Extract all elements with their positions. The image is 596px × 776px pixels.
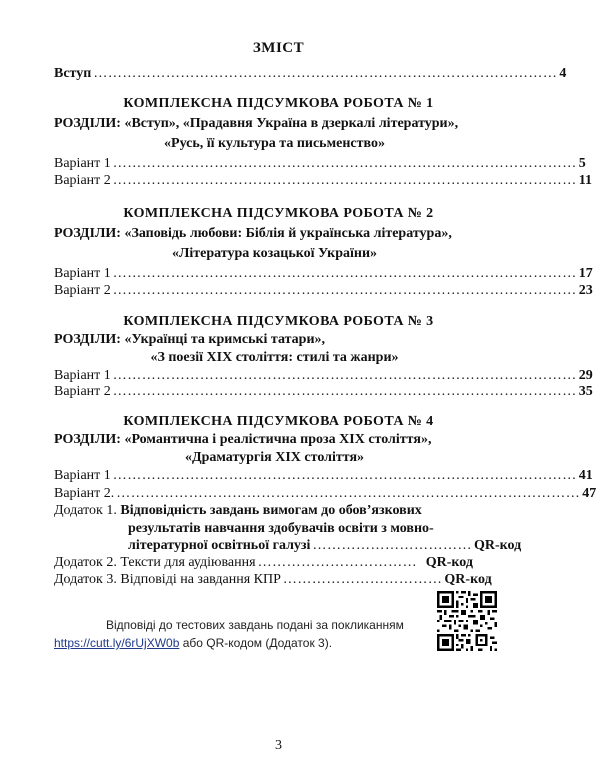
toc-leader-dots: …………………………………………………………………………………… [116, 486, 581, 501]
toc-entry-label: Варіант 2. [54, 486, 115, 501]
toc-page-number: 5 [578, 156, 586, 171]
toc-page-qr: QR-код [444, 572, 492, 587]
appendix-title-line: Відповідність завдань вимогам до обов’язкових [120, 503, 422, 518]
toc-entry-label: Варіант 2 [54, 384, 111, 399]
section-title: КОМПЛЕКСНА ПІДСУМКОВА РОБОТА № 4 [123, 414, 434, 429]
toc-entry-label: Варіант 1 [54, 368, 111, 383]
qr-code-icon[interactable] [437, 591, 497, 651]
toc-entry-variant[interactable] [54, 468, 593, 484]
toc-leader-dots: …………………………………………………………………………………… [112, 283, 577, 298]
toc-leader-dots: …………………………………………………………………………………… [112, 156, 577, 171]
toc-leader-dots: …………………………………………………………………………………… [112, 266, 577, 281]
toc-entry-label: Варіант 1 [54, 156, 111, 171]
section-topics-line: «Русь, її культура та письменство» [164, 136, 385, 151]
toc-entry-label: Додаток 2. Тексти для аудіювання [54, 555, 256, 570]
toc-entry-appendix-3[interactable] [54, 572, 492, 588]
toc-leader-dots: …………………………………………………………………………………… [112, 384, 577, 399]
toc-entry-appendix-2[interactable] [54, 555, 473, 571]
toc-leader-dots: …………………………… [282, 572, 443, 587]
appendix-prefix: Додаток 1. [54, 503, 117, 518]
toc-entry-label: Додаток 3. Відповіді на завдання КПР [54, 572, 281, 587]
section-title: КОМПЛЕКСНА ПІДСУМКОВА РОБОТА № 1 [123, 96, 434, 111]
section-topics-line: РОЗДІЛИ: «Заповідь любови: Біблія й українська література», [54, 226, 452, 241]
toc-entry-variant[interactable] [54, 156, 586, 172]
toc-page-number: 29 [578, 368, 593, 383]
toc-page-qr: QR-код [425, 555, 473, 570]
section-topics-line: «З поезії ХІХ століття: стилі та жанри» [150, 350, 399, 365]
toc-page-number: 47 [582, 486, 596, 501]
toc-leader-dots: …………………………………………………………………………………… [112, 368, 577, 383]
toc-entry-label: Вступ [54, 66, 92, 81]
section-topics-line: РОЗДІЛИ: «Українці та кримські татари», [54, 332, 326, 347]
toc-page-number: 17 [578, 266, 593, 281]
toc-page-qr: QR-код [473, 538, 522, 553]
section-topics-line: «Література козацької України» [171, 246, 378, 261]
section-title: КОМПЛЕКСНА ПІДСУМКОВА РОБОТА № 2 [123, 206, 434, 221]
toc-page-number: 23 [578, 283, 593, 298]
answers-note-tail: або QR-кодом (Додаток 3). [182, 636, 333, 650]
answers-note [54, 616, 424, 652]
toc-page-number: 11 [578, 173, 592, 188]
section-topics-line: РОЗДІЛИ: «Вступ», «Прадавня Україна в дзеркалі літератури», [54, 116, 459, 131]
toc-entry-variant[interactable] [54, 368, 593, 384]
section-topics-line: «Драматургія ХІХ століття» [184, 450, 365, 465]
section-title: КОМПЛЕКСНА ПІДСУМКОВА РОБОТА № 3 [123, 314, 434, 329]
toc-page-number: 4 [559, 66, 567, 81]
toc-leader-dots: …………………………………………………………………………………… [112, 173, 577, 188]
appendix-title-line: результатів навчання здобувачів освіти з мовно- [128, 521, 434, 536]
toc-entry-variant[interactable] [54, 173, 592, 189]
page-title: ЗМІСТ [252, 40, 305, 56]
toc-entry-label: Варіант 2 [54, 173, 111, 188]
page-number: 3 [275, 738, 282, 753]
toc-entry-label: Варіант 2 [54, 283, 111, 298]
toc-page-number: 41 [578, 468, 593, 483]
toc-leader-dots: …………………………… [257, 555, 418, 570]
toc-leader-dots: …………………………………………………………………………………… [112, 468, 577, 483]
answers-note-line2 [54, 634, 424, 652]
toc-entry-variant[interactable] [54, 266, 593, 282]
toc-leader-dots: …………………………… [312, 538, 472, 553]
toc-entry-appendix-1[interactable] [54, 503, 495, 519]
toc-entry-intro[interactable] [54, 66, 567, 82]
toc-entry-label: Варіант 1 [54, 266, 111, 281]
appendix-title-line: літературної освітньої галузі [128, 538, 311, 553]
answers-link[interactable]: https://cutt.ly/6rUjXW0b [54, 636, 180, 650]
toc-page-number: 35 [578, 384, 593, 399]
toc-entry-appendix-1-tail[interactable] [128, 538, 522, 554]
toc-leader-dots: …………………………………………………………………………………… [93, 66, 558, 81]
toc-entry-variant[interactable] [54, 283, 593, 299]
toc-entry-variant[interactable] [54, 486, 596, 502]
answers-note-line1: Відповіді до тестових завдань подані за покликанням [106, 618, 404, 632]
toc-entry-label: Варіант 1 [54, 468, 111, 483]
section-topics-line: РОЗДІЛИ: «Романтична і реалістична проза ХІХ століття», [54, 432, 432, 447]
toc-entry-variant[interactable] [54, 384, 593, 400]
